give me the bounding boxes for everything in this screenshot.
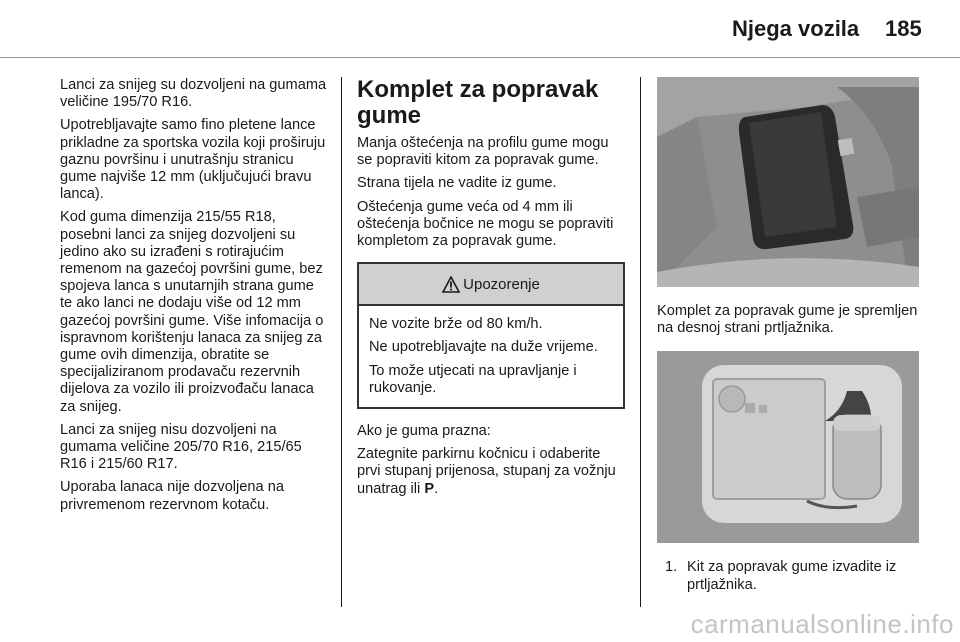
column-right (657, 77, 922, 594)
column-divider (341, 77, 342, 607)
paragraph: Manja oštećenja na profilu gume mogu se popraviti kitom za popravak gume. (357, 135, 609, 169)
step-text: Kit za popravak gume izvadite iz prtljažnika. (687, 559, 897, 593)
paragraph: Strana tijela ne vadite iz gume. (357, 175, 557, 192)
section-title: Njega vozila (732, 16, 860, 41)
numbered-step (657, 559, 922, 593)
warning-header (359, 264, 623, 306)
column-divider (640, 77, 641, 607)
paragraph: Oštećenja gume veća od 4 mm ili oštećenja bočnice ne mogu se popraviti kompletom za popravak gume. (357, 198, 614, 250)
warning-line: To može utjecati na upravljanje i rukovanje. (369, 362, 577, 396)
page-number: 185 (885, 16, 922, 41)
page-header (0, 0, 960, 58)
paragraph: Upotrebljavajte samo fino pletene lance prikladne za sportska vozila koji proširuju gaznu površinu i unutrašnju stranicu gume najviše 12 mm (uključujući bravu lanca). (60, 117, 326, 203)
paragraph-text: Zategnite parkirnu kočnicu i odaberite prvi stupanj prijenosa, stupanj za vožnju unatrag ili (357, 446, 616, 497)
figure-caption: Komplet za popravak gume je spremljen na desnoj strani prtljažnika. (657, 303, 918, 337)
warning-box (357, 262, 625, 409)
paragraph: Lanci za snijeg nisu dozvoljeni na gumama veličine 205/70 R16, 215/65 R16 i 215/60 R17. (60, 421, 302, 473)
warning-triangle-icon (442, 276, 460, 293)
trunk-illustration (657, 77, 919, 287)
paragraph-end: . (434, 480, 439, 497)
paragraph: Ako je guma prazna: (357, 423, 491, 440)
column-left (60, 77, 328, 520)
paragraph: Lanci za snijeg su dozvoljeni na gumama veličine 195/70 R16. (60, 77, 327, 111)
gear-position-p: P (424, 480, 435, 497)
warning-title: Upozorenje (463, 275, 540, 293)
section-heading: Komplet za popravak gume (357, 76, 599, 129)
paragraph: Uporaba lanaca nije dozvoljena na privremenom rezervnom kotaču. (60, 479, 284, 513)
repair-kit-photo (657, 351, 919, 543)
step-number: 1. (665, 559, 678, 576)
warning-line: Ne upotrebljavajte na duže vrijeme. (369, 339, 598, 356)
column-middle (357, 77, 625, 504)
header-divider (0, 57, 960, 58)
paragraph (357, 446, 625, 498)
paragraph: Kod guma dimenzija 215/55 R18, posebni lanci za snijeg dozvoljeni su jedino ako su izrađeni s rotirajućim remenom na gazećoj površini gume, bez spojeva lanca s unutarnjih strana gume te ako lanci ne dodaju više od 12 mm gazećoj površini gume. Više infomacija o ispravnom korištenju lanaca za snijeg za gume ovih dimenzija, obratite se specijaliziranom prodavaču rezervnih dijelova za vozilo ili proizvođaču lanaca za snijeg. (60, 209, 324, 415)
watermark-text: carmanualsonline.info (690, 609, 954, 639)
warning-line: Ne vozite brže od 80 km/h. (369, 316, 543, 333)
warning-body (359, 306, 623, 407)
repair-kit-illustration (657, 351, 919, 543)
trunk-photo (657, 77, 919, 287)
